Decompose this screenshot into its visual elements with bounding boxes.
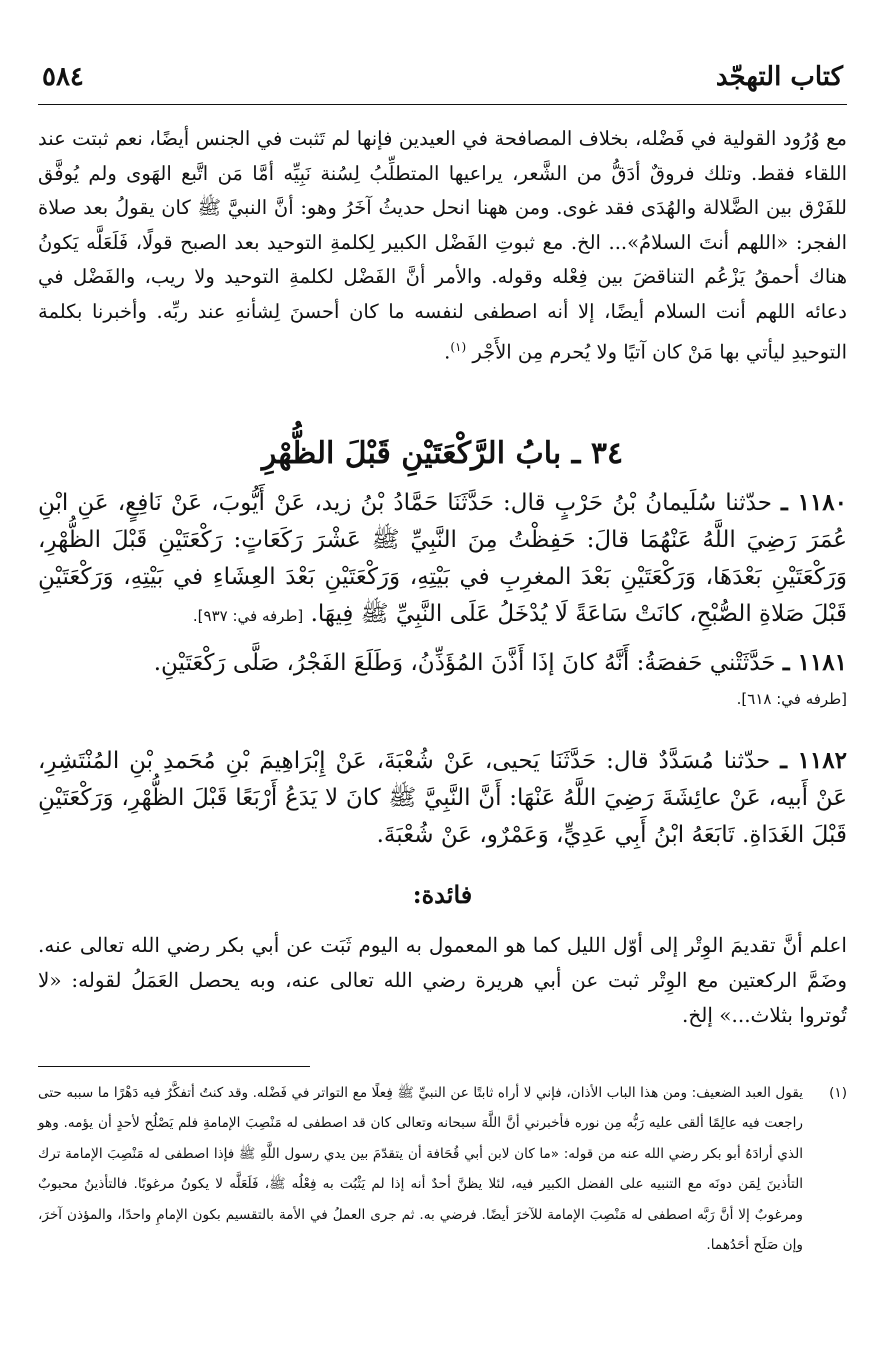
chapter-heading: ٣٤ ـ بابُ الرَّكْعَتَيْنِ قَبْلَ الظُّهْرِ [261,436,624,471]
faida-heading: فائدة: [412,880,473,909]
hadith-reference: [طرفه في: ٦١٨]. [736,690,847,708]
hadith-text: حدّثنا سُلَيمانُ بْنُ حَرْبٍ قال: حَدَّثَنَا حَمَّادُ بْنُ زيد، عَنْ أَيُّوبَ، عَنْ نَافِعٍ، عَنِ ابْنِ عُمَرَ رَضِيَ اللَّهُ عَنْهُمَا قالَ: حَفِظْتُ مِنَ النَّبِيِّ ﷺ عَشْرَ رَكَعَاتٍ: رَكْعَتَيْنِ قَبْلَ الظُّهْرِ، وَرَكْعَتَيْنِ بَعْدَهَا، وَرَكْعَتَيْنِ بَعْدَ المغرِبِ في بَيْتِهِ، وَرَكْعَتَيْنِ بَعْدَ العِشَاءِ في بَيْتِهِ، وَرَكْعَتَيْنِ قَبْلَ صَلاةِ الصُّبْحِ، كانَتْ سَاعَةً لَا يُدْخَلُ عَلَى النَّبِيِّ ﷺ فِيهَا. [38,490,847,627]
footnote-text: يقول العبد الضعيف: ومن هذا الباب الأذان، فإني لا أراه ثابتًا عن النبيِّ ﷺ فِعلًا مع التواتر في فَضْله. وقد كنتُ أتفكَّرُ فيه دَهْرًا ما سببه حتى راجعت فيه عالِمًا ألقى عليه رَبُّه مِن نوره فأخبرني أنَّ اللَّهَ سبحانه وتعالى كان قد اصطفى له مَنْصِبَ الإمامةِ فلم يَصْلُح لأحدٍ أن يؤمه. وهو الذي أرادَهُ أبو بكر رضي الله عنه من قوله: «ما كان لابن أبي قُحَافة أن يتقدّمَ بين يدي رسول اللَّهِ ﷺ فإذا اصطفى له مَنْصِبَ الإمامة ترك التأذينَ لِمَن دونَه مع التنبيه على الفضل الكبير فيه، لئلا يظنَّ أحدٌ أنه إذا لم يَثْبُت به فِعْلُه ﷺ، فَلَعَلَّه لا يكونُ مرغوبًا. فالتأذينُ محبوبٌ ومرغوبٌ إلا أنَّ رَبَّه اصطفى له مَنْصِبَ الإمامة للآخرَ أيضًا. فرضي به. ثم جرى العملُ في الأمة بالتقسيم بكون الإمامِ واحدًا، والمؤذن آخرَ، وإن صَلَح أحَدُهما. [38,1085,803,1254]
hadith-number: ١١٨٢ ـ [780,747,847,774]
footnote-marker: (١) [829,1085,847,1101]
footnote-divider [38,1066,310,1067]
faida-text: اعلم أنَّ تقديمَ الوِتْر إلى أوّل الليل كما هو المعمول به اليوم ثَبَت عن أبي بكر رضي الله تعالى عنه. وضَمَّ الركعتين مع الوِتْر ثبت عن أبي هريرة رضي الله تعالى عنه، وبه يحصل العَمَلُ لقوله: «لا تُوتروا بثلاث...» إلخ. [38,933,847,1027]
hadith-1182 [38,742,847,854]
intro-footnote-marker: (١) [450,339,467,354]
hadith-number: ١١٨٠ ـ [781,489,847,516]
page-number: ٥٨٤ [42,62,84,92]
hadith-1180 [38,484,847,635]
book-page [38,0,847,1364]
footnote [38,1078,847,1260]
hadith-text: حَدَّثَتْني حَفصَةُ: أَنَّهُ كانَ إذَا أَذَّنَ المُؤَذِّنُ، وَطَلَعَ الفَجْرُ، صَلَّى رَكْعَتَيْنِ. [153,650,776,676]
intro-text: مع وُرُود القولية في فَضْله، بخلاف المصافحة في العيدين فإنها لم تَثبت في الجنس أيضًا، نعم ثبتت عند اللقاء فقط. وتلك فروقٌ أدَقُّ من الشَّعر، يراعيها المتطلِّبُ لِسُنة نَبِيِّه أمَّا مَن اتَّبع الهَوى ولم يُوفَّق للفَرْق بين الضَّلالة والهُدَى فقد غوى. ومن ههنا انحل حديثُ آخَرُ وهو: أنَّ النبيَّ ﷺ كان يقولُ بعد صلاة الفجر: «اللهم أنتَ السلامُ»... الخ. مع ثبوتِ الفَضْل الكبير لِكلمةِ التوحيد بعد الصبح قولًا، فَلَعَلَّه يَكونُ هناك أحمقُ يَزْعُم التناقضَ بين فِعْله وقوله. والأمر أنَّ الفَضْل لكلمةِ التوحيد ولا ريب، والفَضْل في دعائه اللهم أنت السلام أيضًا، إلا أنه اصطفى لنفسه ما كان أحسنَ لِشأنهِ عند ربِّه. وأخبرنا بكلمة التوحيدِ ليأتي بها مَنْ كان آتيًا ولا يُحرم مِن الأَجْر [38,127,847,364]
intro-paragraph: مع وُرُود القولية في فَضْله، بخلاف المصافحة في العيدين فإنها لم تَثبت في الجنس أيضًا، نعم ثبتت عند اللقاء فقط. وتلك فروقٌ أدَقُّ من الشَّعر، يراعيها المتطلِّبُ لِسُنة نَبِيِّه أمَّا مَن اتَّبع الهَوى ولم يُوفَّق للفَرْق بين الضَّلالة والهُدَى فقد غوى. ومن ههنا انحل حديثُ آخَرُ وهو: أنَّ النبيَّ ﷺ كان يقولُ بعد صلاة الفجر: «اللهم أنتَ السلامُ»... الخ. مع ثبوتِ الفَضْل الكبير لِكلمةِ التوحيد بعد الصبح قولًا، فَلَعَلَّه يَكونُ هناك أحمقُ يَزْعُم التناقضَ بين فِعْله وقوله. والأمر أنَّ الفَضْل لكلمةِ التوحيد ولا ريب، والفَضْل في دعائه اللهم أنت السلام أيضًا، إلا أنه اصطفى لنفسه ما كان أحسنَ لِشأنهِ عند ربِّه. وأخبرنا بكلمة التوحيدِ ليأتي بها مَنْ كان آتيًا ولا يُحرم مِن الأَجْر $^{(١)}$. [38,127,847,364]
hadith-reference: [طرفه في: ٩٣٧]. [192,607,304,625]
book-title: كتاب التهجّد [715,62,843,92]
page-header [38,58,847,98]
hadith-text: حدّثنا مُسَدَّدٌ قال: حَدَّثَنَا يَحيى، عَنْ شُعْبَةَ، عَنْ إِبْرَاهِيمَ بْنِ مُحَمدِ بْنِ المُنْتَشِرِ، عَنْ أَبيه، عَنْ عائِشَةَ رَضِيَ اللَّهُ عَنْهَا: أَنَّ النَّبِيَّ ﷺ كانَ لا يَدَعُ أَرْبَعًا قَبْلَ الظُّهْرِ، وَرَكْعَتَيْنِ قَبْلَ الغَدَاةِ. تَابَعَهُ ابْنُ أَبِي عَدِيٍّ، وَعَمْرٌو، عَنْ شُعْبَةَ. [38,748,847,848]
hadith-1181 [38,644,847,682]
header-divider [38,104,847,105]
hadith-number: ١١٨١ ـ [782,649,847,676]
